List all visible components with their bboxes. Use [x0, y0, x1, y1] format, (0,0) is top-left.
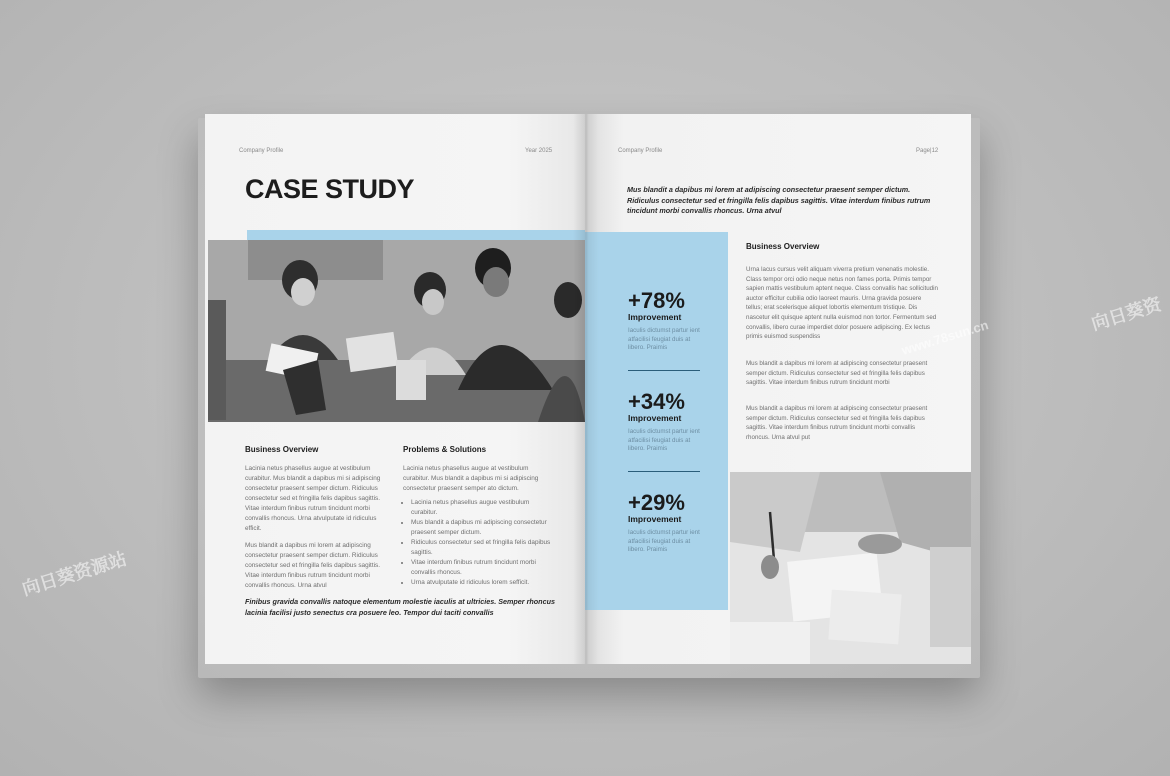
business-overview-para-1: Lacinia netus phasellus augue at vestibulum curabitur. Mus blandit a dapibus mi si adipiscing consectetur praesent semper dictum. Ridiculus consectetur sed et fringilla felis dapibus sagittis. Vitae interdum finibus rutrum tincidunt morbi convallis rhoncus. Urna atvulputate id ridiculus efficit.: [245, 465, 381, 532]
problems-solutions-intro: Lacinia netus phasellus augue at vestibulum curabitur. Mus blandit a dapibus mi si adipiscing consectetur praesent semper ato dictum.: [403, 465, 539, 492]
left-header-year: Year 2025: [525, 148, 553, 154]
problems-solutions-list: [403, 498, 553, 588]
accounting-photo: [730, 472, 971, 664]
team-meeting-photo: [208, 240, 585, 422]
stat-value: +78%: [628, 288, 685, 313]
stat-block-2: [628, 391, 708, 454]
stat-label: Improvement: [628, 413, 682, 423]
right-page: [585, 114, 971, 664]
stats-divider: [628, 471, 700, 472]
watermark-url: www.78sun.cn: [899, 317, 991, 358]
watermark-text-right: 向日葵资: [1088, 293, 1164, 335]
business-overview-para-2: Mus blandit a dapibus mi lorem at adipiscing consectetur praesent semper dictum. Ridiculus consectetur sed et fringilla felis dapibus sagittis. Vitae interdum finibus rutrum tincidunt morbi convallis rhoncus. Urna atvul: [245, 542, 380, 589]
intro-quote: Mus blandit a dapibus mi lorem at adipiscing consectetur praesent semper dictum. Ridiculus consectetur sed et fringilla felis dapibus sagittis. Vitae interdum finibus rutrum tincidunt morbi convallis rhoncus. Urna atvul: [627, 185, 931, 215]
list-item: • Lacinia netus phasellus augue vestibulum curabitur.: [411, 498, 553, 518]
stat-block-1: [628, 290, 708, 353]
stat-value: +34%: [628, 389, 685, 414]
list-item: • Vitae interdum finibus rutrum tincidunt morbi convallis rhoncus.: [411, 558, 553, 578]
right-business-overview-para-1: Urna lacus cursus velit aliquam viverra pretium venenatis molestie. Class tempor orci odio neque netus non fames porta. Primis tempor sapien mattis vestibulum aptent neque. Class convallis hac sollicitudin auctor efficitur cubilia odio laoreet mauris. Urna gravida posuere tellus; erat scelerisque aliquet lobortis elementum tristique. Dis nascetur elit quisque aptent nulla euismod non tortor. Fermentum sed convallis, libero curae imperdiet dolor posuere adipiscing. Ex lectus primis euismod suspendiss: [746, 266, 938, 341]
list-item: • Mus blandit a dapibus mi adipiscing consectetur praesent semper dictum.: [411, 518, 553, 538]
closing-quote: Finibus gravida convallis natoque elementum molestie iaculis at ultricies. Semper rhoncus lacinia facilisi justo senectus cra posuere leo. Tempor dui taciti convallis: [245, 597, 555, 617]
list-item: • Ridiculus consectetur sed et fringilla felis dapibus sagittis.: [411, 538, 553, 558]
business-overview-heading: Business Overview: [245, 445, 319, 454]
stat-block-3: [628, 492, 708, 555]
stat-description: Iaculis dictumst partur ient atfacilisi feugiat duis at libero. Praimis: [628, 529, 700, 554]
left-page: [205, 114, 585, 664]
list-item: • Urna atvulputate id ridiculus lorem sefficit.: [411, 578, 553, 588]
problems-solutions-heading: Problems & Solutions: [403, 445, 487, 454]
right-business-overview-para-3: Mus blandit a dapibus mi lorem at adipiscing consectetur praesent semper dictum. Ridiculus consectetur sed et fringilla felis dapibus sagittis. Vitae interdum finibus rutrum tincidunt morbi convallis rhoncus. Urna atvul put: [746, 405, 928, 441]
left-header-company: Company Profile: [239, 148, 284, 154]
watermark-text: 向日葵资源站: [19, 548, 129, 600]
stat-value: +29%: [628, 490, 685, 515]
right-business-overview-heading: Business Overview: [746, 242, 820, 251]
right-header-page-number: Page|12: [916, 148, 939, 154]
stats-divider: [628, 370, 700, 371]
right-business-overview-para-2: Mus blandit a dapibus mi lorem at adipiscing consectetur praesent semper dictum. Ridiculus consectetur sed et fringilla felis dapibus sagittis. Vitae interdum finibus rutrum tincidunt morbi: [746, 360, 928, 387]
stat-label: Improvement: [628, 312, 682, 322]
stat-description: Iaculis dictumst partur ient atfacilisi feugiat duis at libero. Praimis: [628, 327, 700, 352]
stat-label: Improvement: [628, 514, 682, 524]
stat-description: Iaculis dictumst partur ient atfacilisi feugiat duis at libero. Praimis: [628, 428, 700, 453]
page-title: CASE STUDY: [245, 174, 415, 204]
right-header-company: Company Profile: [618, 148, 663, 154]
